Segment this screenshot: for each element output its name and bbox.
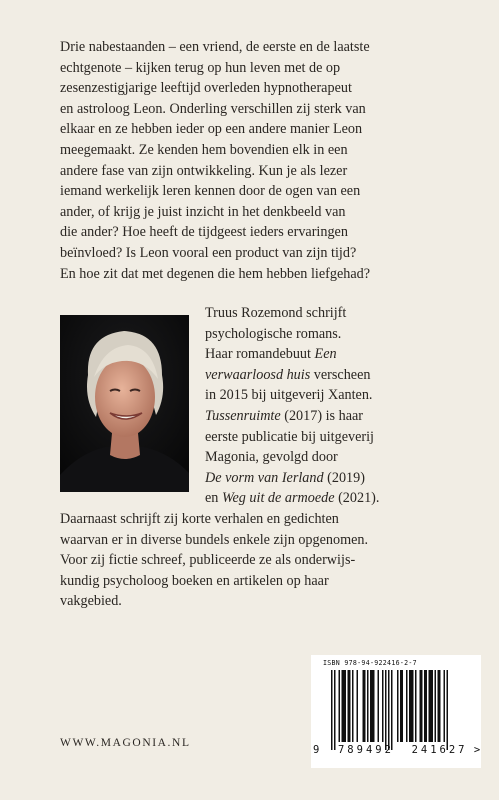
barcode-bar [447,670,449,750]
barcode-bar [363,670,366,742]
barcode-bar [331,670,333,750]
barcode-bar [391,670,393,750]
author-bio-continued [60,509,470,612]
bio-line: Voor zij fictie schreef, publiceerde ze als onderwijs- [60,552,356,569]
barcode-bar [444,670,446,742]
barcode-bar [385,670,387,750]
book-title: De vorm van Ierland [205,469,324,486]
bio-line: en Weg uit de armoede (2021). [205,490,380,507]
blurb-line: en astroloog Leon. Onderling verschillen zij sterk van [60,100,366,117]
barcode-bar [370,670,375,742]
publisher-website: WWW.MAGONIA.NL [60,737,191,749]
book-title: Tussenruimte [205,407,281,424]
barcode-bar [357,670,359,742]
blurb-line: andere fase van zijn ontwikkeling. Kun je als lezer [60,162,348,179]
barcode-bar [409,670,414,742]
barcode-bar [397,670,399,742]
bio-line: De vorm van Ierland (2019) [205,469,365,486]
bio-line: verwaarloosd huis verscheen [205,366,371,383]
bio-line: waarvan er in diverse bundels enkele zijn opgenomen. [60,531,369,548]
book-title: verwaarloosd huis [205,366,311,383]
book-title: Een [314,346,337,363]
blurb-line: beïnvloed? Is Leon vooral een product van zijn tijd? [60,244,357,261]
bio-line: eerste publicatie bij uitgeverij [205,428,375,445]
isbn-barcode [311,655,481,768]
barcode-bar [367,670,369,742]
back-cover-blurb [60,37,470,284]
blurb-text [60,37,470,284]
blurb-line: En hoe zit dat met degenen die hem hebben liefgehad? [60,265,371,282]
barcode-bar [388,670,390,750]
barcode-bar [438,670,441,742]
blurb-line: die ander? Hoe heeft de tijdgeest ieders ervaringen [60,224,348,241]
blurb-line: zesenzestigjarige leeftijd overleden hypnotherapeut [60,80,352,97]
bio-line: in 2015 bij uitgeverij Xanten. [205,387,373,404]
barcode-bar [415,670,417,742]
barcode-bar [420,670,423,742]
author-photo [60,315,189,492]
barcode-bar [348,670,351,742]
blurb-line: echtgenote – kijken terug op hun leven met de op [60,59,341,76]
blurb-line: iemand werkelijk leren kennen door de ogen van een [60,183,361,200]
bio-line: Tussenruimte (2017) is haar [205,407,364,424]
barcode-bar [339,670,341,742]
barcode-bar [382,670,384,742]
author-bio-beside-photo [205,303,475,509]
barcode-bars [331,670,463,752]
barcode-digits: 9 789492 241627 > [313,744,481,756]
blurb-line: elkaar en ze hebben ieder op een andere manier Leon [60,121,363,138]
bio-line: kundig psycholoog boeken en artikelen op haar [60,572,329,589]
bio-line: Magonia, gevolgd door [205,449,338,466]
barcode-bar [406,670,408,742]
book-title: Weg uit de armoede [221,490,335,507]
barcode-bar [334,670,336,750]
blurb-line: ander, of krijg je juist inzicht in het denkbeeld van [60,203,346,220]
barcode-bar [435,670,437,742]
barcode-bar [424,670,427,742]
barcode-bar [378,670,380,742]
bio-line: Haar romandebuut Een [205,346,337,363]
bio-line: vakgebied. [60,593,122,610]
barcode-bar [342,670,347,742]
bio-line: Truus Rozemond schrijft [205,305,347,321]
bio-line: Daarnaast schrijft zij korte verhalen en gedichten [60,511,339,527]
bio-line: psychologische romans. [205,325,342,342]
barcode-bar [400,670,403,742]
blurb-line: meegemaakt. Ze kenden hem bovendien elk in een [60,141,348,158]
barcode-bar [352,670,354,742]
isbn-text: ISBN 978-94-922416-2-7 [323,659,417,667]
barcode-bar [429,670,434,742]
blurb-line: Drie nabestaanden – een vriend, de eerste en de laatste [60,39,370,55]
